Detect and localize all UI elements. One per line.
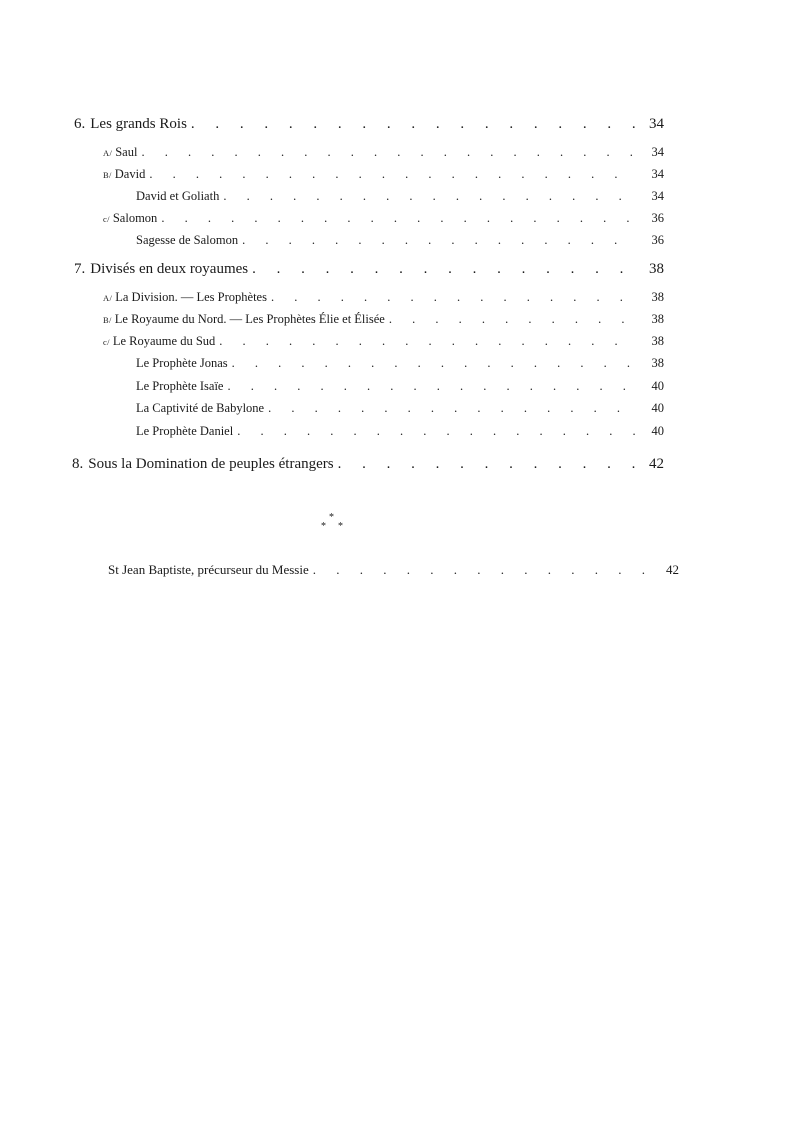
page-number: 34 — [651, 145, 664, 159]
section-title: 7. Divisés en deux royaumes — [74, 261, 249, 277]
page-number: 34 — [649, 116, 664, 132]
leader-dots — [264, 401, 636, 416]
page-number: 42 — [649, 456, 664, 472]
page-number: 36 — [651, 211, 664, 225]
page-number: 34 — [651, 189, 664, 203]
leader-dots — [219, 189, 636, 204]
leader-dots — [145, 167, 636, 182]
toc-entry-david — [103, 167, 664, 182]
entry-title: B/ David — [103, 167, 146, 181]
leader-dots — [228, 356, 636, 371]
page-number: 38 — [651, 312, 664, 326]
page-number: 40 — [651, 424, 664, 438]
leader-dots — [238, 233, 636, 248]
toc-entry-jean-baptiste — [108, 562, 679, 578]
leader-dots — [248, 261, 636, 278]
leader-dots — [267, 290, 636, 305]
page-number: 38 — [651, 356, 664, 370]
asterism-ornament: * * * — [321, 512, 343, 532]
page-number: 42 — [666, 562, 679, 577]
page-number: 38 — [651, 334, 664, 348]
section-title: 6. Les grands Rois — [74, 116, 187, 132]
entry-title: David et Goliath — [136, 189, 220, 203]
leader-dots — [385, 312, 636, 327]
toc-entry-section-7 — [74, 261, 664, 278]
page-number: 34 — [651, 167, 664, 181]
leader-dots — [137, 145, 636, 160]
entry-title: A/ La Division. — Les Prophètes — [103, 290, 267, 304]
leader-dots — [309, 562, 651, 578]
entry-title: Le Prophète Jonas — [136, 356, 228, 370]
leader-dots — [223, 379, 636, 394]
entry-title: Le Prophète Daniel — [136, 424, 234, 438]
leader-dots — [157, 211, 636, 226]
toc-entry-captivite-de-babylone — [136, 401, 664, 416]
page-number: 40 — [651, 379, 664, 393]
toc-entry-section-8 — [72, 456, 664, 473]
leader-dots — [233, 424, 636, 439]
page-number: 40 — [651, 401, 664, 415]
toc-entry-salomon — [103, 211, 664, 226]
toc-entry-royaume-du-nord — [103, 312, 664, 327]
toc-entry-royaume-du-sud — [103, 334, 664, 349]
entry-title: B/ Le Royaume du Nord. — Les Prophètes Élie et Élisée — [103, 312, 385, 326]
page-number: 38 — [649, 261, 664, 277]
toc-entry-la-division — [103, 290, 664, 305]
entry-title: c/ Salomon — [103, 211, 158, 225]
leader-dots — [215, 334, 636, 349]
section-title: 8. Sous la Domination de peuples étrangers — [72, 456, 334, 472]
toc-entry-saul — [103, 145, 664, 160]
toc-entry-prophete-isaie — [136, 379, 664, 394]
entry-title: A/ Saul — [103, 145, 138, 159]
entry-title: St Jean Baptiste, précurseur du Messie — [108, 562, 309, 577]
toc-entry-prophete-daniel — [136, 424, 664, 439]
entry-title: c/ Le Royaume du Sud — [103, 334, 216, 348]
toc-entry-david-et-goliath — [136, 189, 664, 204]
page-number: 36 — [651, 233, 664, 247]
toc-entry-sagesse-de-salomon — [136, 233, 664, 248]
leader-dots — [187, 116, 636, 133]
toc-entry-prophete-jonas — [136, 356, 664, 371]
entry-title: Le Prophète Isaïe — [136, 379, 224, 393]
toc-entry-section-6 — [74, 116, 664, 133]
entry-title: La Captivité de Babylone — [136, 401, 265, 415]
entry-title: Sagesse de Salomon — [136, 233, 239, 247]
page-number: 38 — [651, 290, 664, 304]
leader-dots — [334, 456, 636, 473]
